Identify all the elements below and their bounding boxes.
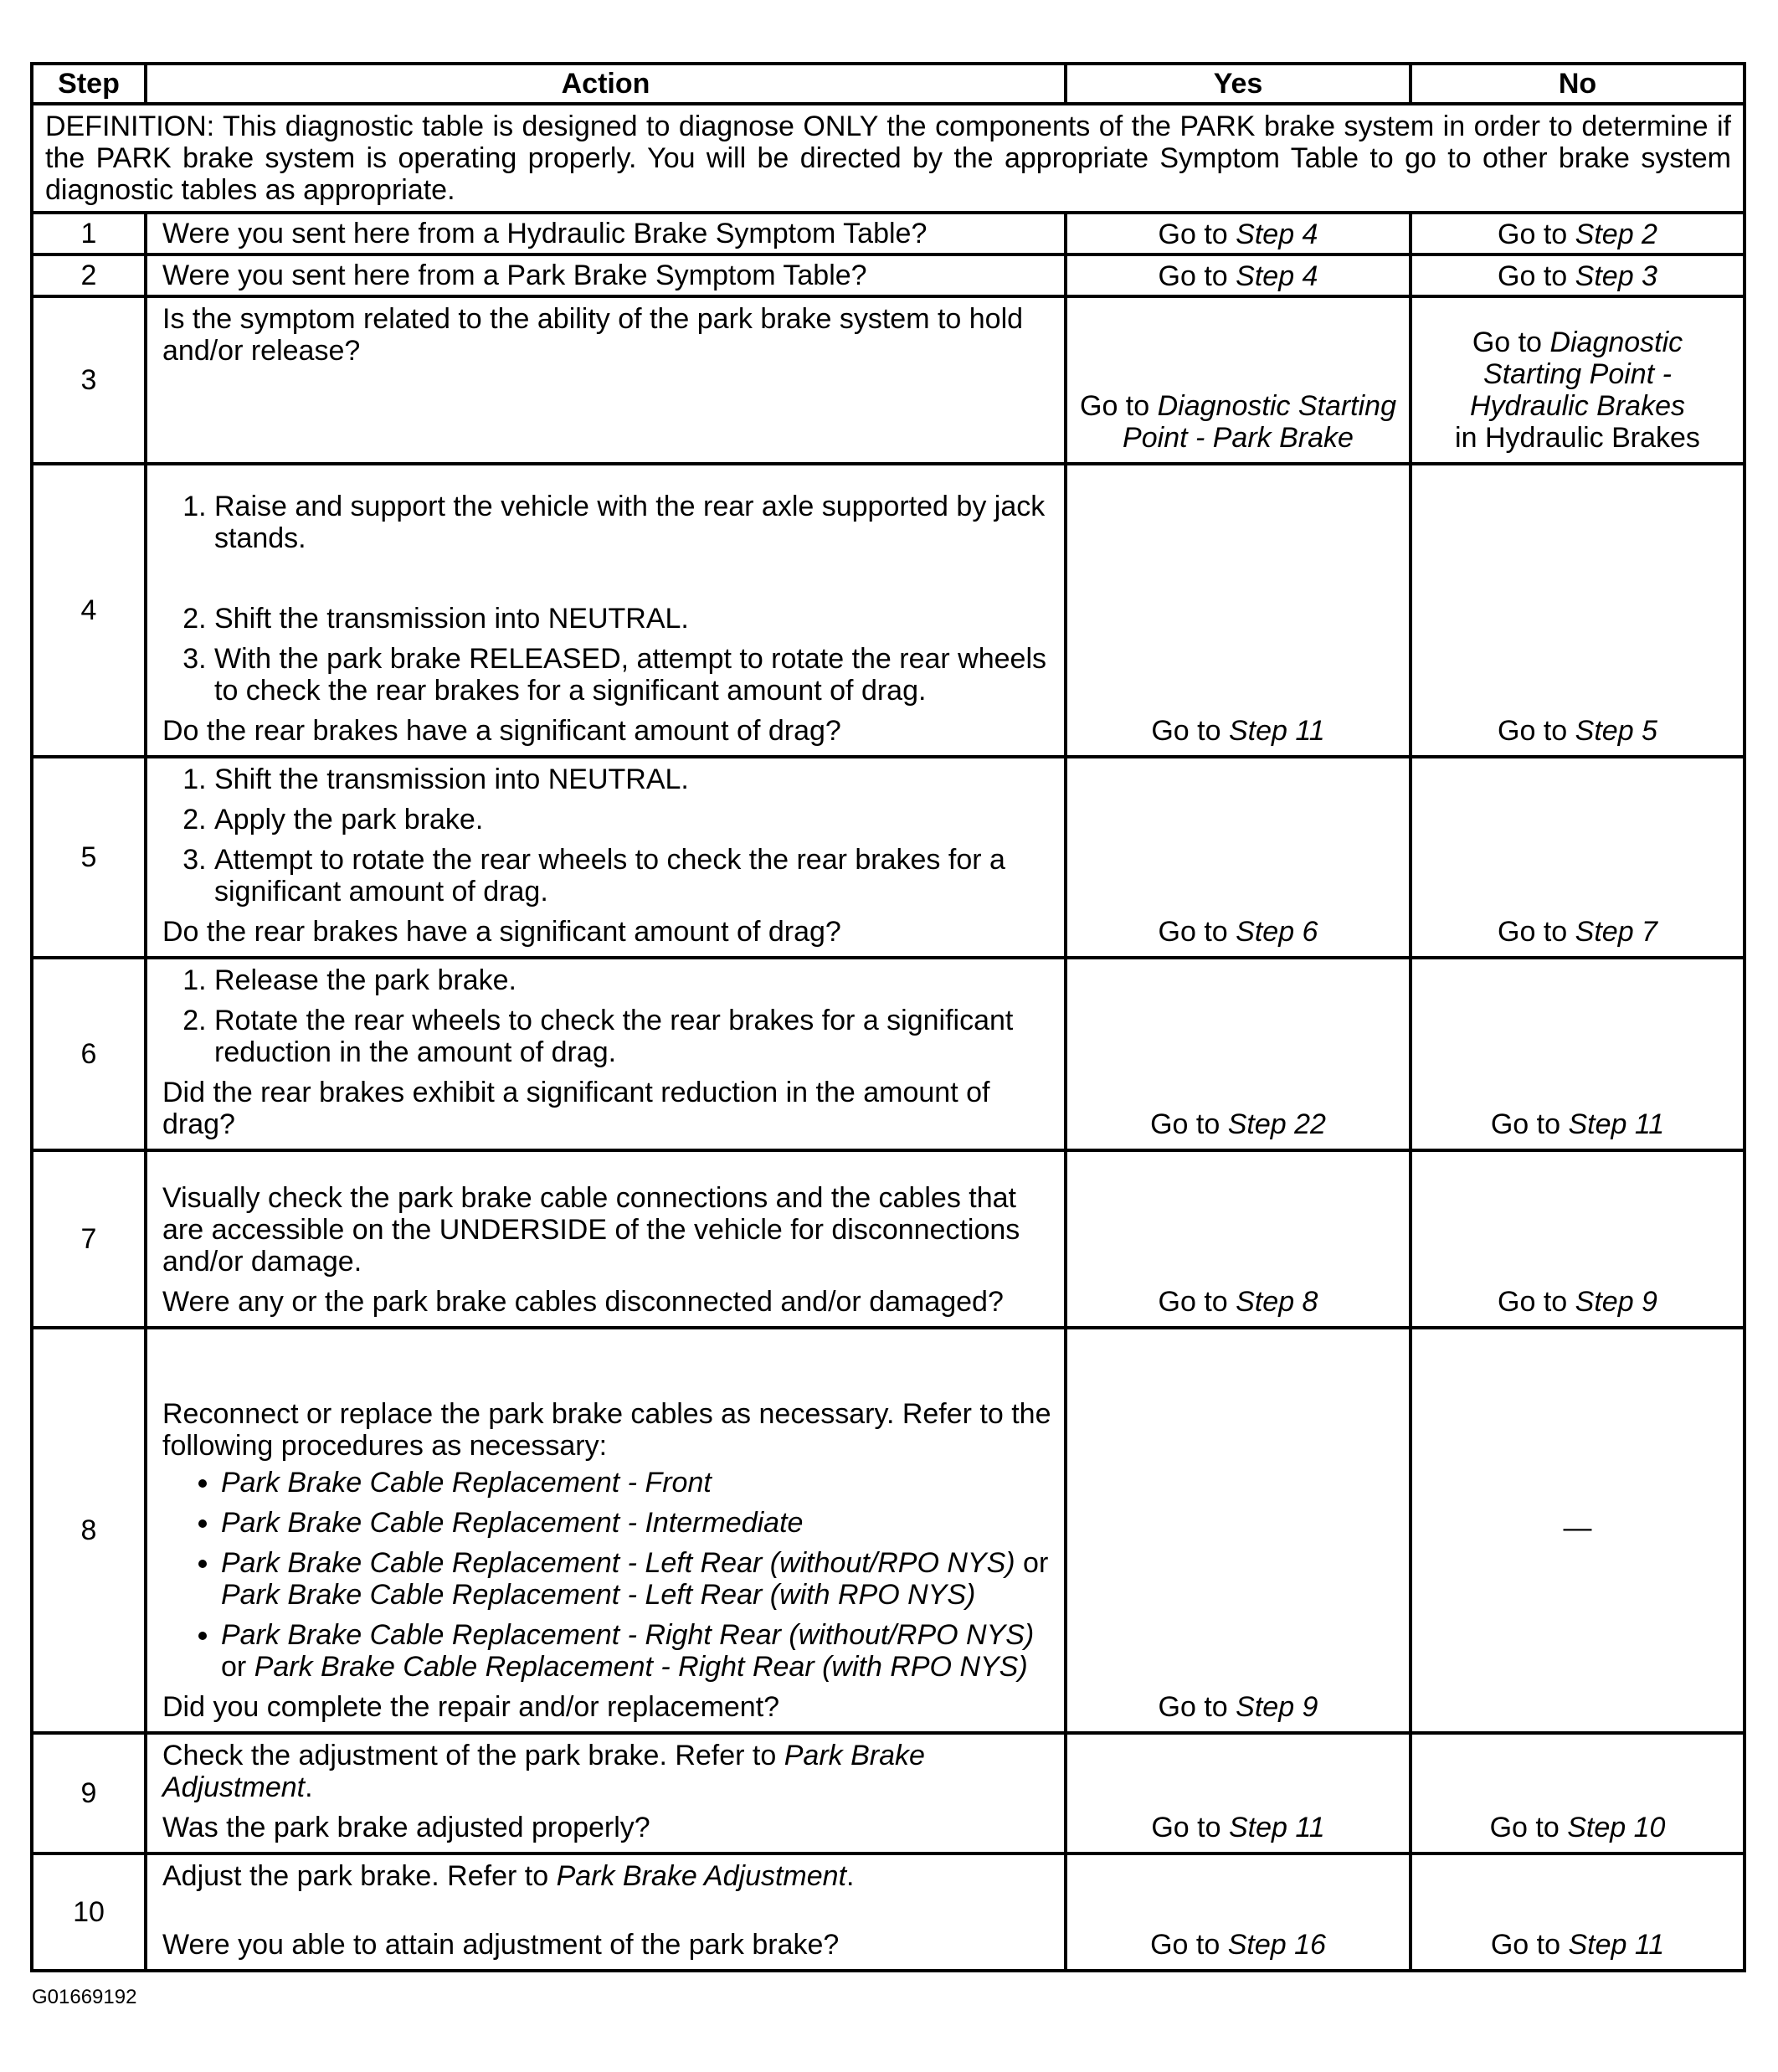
yes-target: Step 8 [1236, 1286, 1318, 1318]
yes-target: Step 6 [1236, 916, 1318, 948]
action-cell [146, 464, 1066, 757]
question-text: Was the park brake adjusted properly? [162, 1812, 650, 1843]
header-no: No [1411, 64, 1745, 104]
table-row [32, 464, 1745, 757]
no-target: Step 2 [1575, 219, 1657, 250]
step-number: 4 [32, 464, 146, 757]
yes-cell [1066, 464, 1411, 757]
question-text: Were any or the park brake cables disconnected and/or damaged? [162, 1286, 1004, 1318]
go-to-label: Go to [1158, 260, 1228, 292]
question-text: Is the symptom related to the ability of the park brake system to hold and/or release? [162, 303, 1024, 367]
yes-target: Step 11 [1228, 715, 1325, 747]
instruction-list [162, 491, 1052, 707]
go-to-label: Go to [1080, 390, 1150, 422]
header-row [32, 64, 1745, 104]
procedure-link[interactable]: Park Brake Adjustment [162, 1740, 925, 1803]
go-to-label: Go to [1150, 1929, 1220, 1961]
go-to-label: Go to [1498, 1286, 1568, 1318]
or-text: or [1015, 1547, 1049, 1579]
question-text: Did you complete the repair and/or replacement? [162, 1691, 780, 1723]
instruction-list [162, 764, 1052, 907]
action-cell [146, 1328, 1066, 1733]
yes-target: Step 4 [1236, 219, 1318, 250]
action-cell [146, 1733, 1066, 1853]
diagnostic-table [30, 62, 1746, 1972]
question-text: Do the rear brakes have a significant amount of drag? [162, 715, 841, 747]
procedure-link[interactable]: • Park Brake Cable Replacement - Intermediate [221, 1507, 1052, 1539]
table-row [32, 1150, 1745, 1328]
table-row [32, 958, 1745, 1150]
list-item: 2. Rotate the rear wheels to check the rear brakes for a significant reduction in the amount of drag. [214, 1005, 1052, 1068]
action-cell [146, 296, 1066, 464]
procedure-link[interactable]: Park Brake Cable Replacement - Left Rear (without/RPO NYS) [221, 1547, 1015, 1579]
list-item: 1. Release the park brake. [214, 964, 1052, 996]
no-target: Step 11 [1568, 1108, 1665, 1140]
yes-cell [1066, 255, 1411, 296]
yes-cell [1066, 213, 1411, 255]
action-cell [146, 1853, 1066, 1971]
step-number: 9 [32, 1733, 146, 1853]
no-cell [1411, 958, 1745, 1150]
action-cell [146, 958, 1066, 1150]
no-suffix: in Hydraulic Brakes [1455, 422, 1700, 454]
go-to-label: Go to [1472, 326, 1542, 358]
intro-text: Visually check the park brake cable connections and the cables that are accessible on the UNDERSIDE of the vehicle for disconnections and/or damage. [162, 1182, 1020, 1278]
table-row [32, 1853, 1745, 1971]
step-number: 2 [32, 255, 146, 296]
go-to-label: Go to [1498, 260, 1568, 292]
yes-target: Step 9 [1236, 1691, 1318, 1723]
step-number: 5 [32, 757, 146, 958]
go-to-label: Go to [1158, 219, 1228, 250]
definition-row [32, 104, 1745, 213]
no-cell [1411, 1853, 1745, 1971]
go-to-label: Go to [1158, 1286, 1228, 1318]
go-to-label: Go to [1498, 916, 1568, 948]
no-cell [1411, 213, 1745, 255]
no-target: Step 11 [1568, 1929, 1665, 1961]
yes-target: Step 11 [1228, 1812, 1325, 1843]
header-action: Action [146, 64, 1066, 104]
list-item: 1. Raise and support the vehicle with the rear axle supported by jack stands. [214, 491, 1052, 594]
no-cell [1411, 464, 1745, 757]
no-target: Step 10 [1567, 1812, 1666, 1843]
figure-id: G01669192 [32, 1986, 137, 2008]
go-to-label: Go to [1498, 715, 1568, 747]
table-row [32, 1733, 1745, 1853]
list-item [221, 1547, 1052, 1611]
step-number: 10 [32, 1853, 146, 1971]
go-to-label: Go to [1490, 1929, 1561, 1961]
go-to-label: Go to [1158, 1691, 1228, 1723]
instruction-list [162, 964, 1052, 1068]
header-step: Step [32, 64, 146, 104]
no-target: Step 9 [1575, 1286, 1657, 1318]
procedure-link[interactable]: Park Brake Cable Replacement - Right Rear (without/RPO NYS) [221, 1619, 1035, 1651]
yes-cell [1066, 1853, 1411, 1971]
yes-cell [1066, 1328, 1411, 1733]
yes-target: Diagnostic Starting Point - Park Brake [1123, 390, 1396, 454]
action-cell [146, 213, 1066, 255]
table-row [32, 1328, 1745, 1733]
no-cell [1411, 757, 1745, 958]
list-item: 1. Shift the transmission into NEUTRAL. [214, 764, 1052, 795]
list-item: 2. Shift the transmission into NEUTRAL. [214, 603, 1052, 635]
list-item: 3. With the park brake RELEASED, attempt to rotate the rear wheels to check the rear brakes for a significant amount of drag. [214, 643, 1052, 707]
no-target: Step 5 [1575, 715, 1657, 747]
question-text: Were you able to attain adjustment of the park brake? [162, 1929, 840, 1961]
definition-text: DEFINITION: This diagnostic table is designed to diagnose ONLY the components of the PARK brake system in order to determine if the PARK brake system is operating properly. You will be directed by the appropriate Symptom Table to go to other brake system diagnostic tables as appropriate. [32, 104, 1745, 213]
yes-cell [1066, 296, 1411, 464]
go-to-label: Go to [1150, 1108, 1220, 1140]
procedure-list [162, 1467, 1052, 1683]
go-to-label: Go to [1151, 1812, 1221, 1843]
procedure-link[interactable]: Park Brake Adjustment [556, 1860, 847, 1892]
no-cell [1411, 255, 1745, 296]
no-cell [1411, 1733, 1745, 1853]
list-item: 3. Attempt to rotate the rear wheels to check the rear brakes for a significant amount of drag. [214, 844, 1052, 907]
table-row [32, 296, 1745, 464]
yes-cell [1066, 757, 1411, 958]
yes-target: Step 4 [1236, 260, 1318, 292]
step-number: 6 [32, 958, 146, 1150]
step-number: 8 [32, 1328, 146, 1733]
intro-text: Check the adjustment of the park brake. Refer to Park Brake Adjustment. [162, 1740, 925, 1803]
no-cell [1411, 296, 1745, 464]
procedure-link[interactable]: Park Brake Cable Replacement - Right Rear (with RPO NYS) [254, 1651, 1028, 1683]
question-text: Were you sent here from a Park Brake Symptom Table? [162, 260, 867, 291]
yes-cell [1066, 1150, 1411, 1328]
yes-cell [1066, 1733, 1411, 1853]
no-dash: — [1563, 1512, 1592, 1544]
table-row [32, 757, 1745, 958]
list-item: 2. Apply the park brake. [214, 804, 1052, 835]
table-row [32, 213, 1745, 255]
go-to-label: Go to [1498, 219, 1568, 250]
yes-cell [1066, 958, 1411, 1150]
no-target: Diagnostic Starting Point - Hydraulic Brakes [1470, 326, 1685, 422]
question-text: Did the rear brakes exhibit a significant reduction in the amount of drag? [162, 1077, 990, 1140]
no-target: Step 7 [1575, 916, 1657, 948]
intro-text: Adjust the park brake. Refer to Park Brake Adjustment. [162, 1860, 855, 1892]
table-row [32, 255, 1745, 296]
action-cell [146, 255, 1066, 296]
no-cell [1411, 1328, 1745, 1733]
procedure-link[interactable]: • Park Brake Cable Replacement - Front [221, 1467, 1052, 1499]
header-yes: Yes [1066, 64, 1411, 104]
or-text: or [221, 1651, 254, 1683]
action-cell [146, 1150, 1066, 1328]
step-number: 7 [32, 1150, 146, 1328]
go-to-label: Go to [1158, 916, 1228, 948]
no-cell [1411, 1150, 1745, 1328]
list-item [221, 1619, 1052, 1683]
go-to-label: Go to [1489, 1812, 1560, 1843]
intro-text: Reconnect or replace the park brake cables as necessary. Refer to the following procedures as necessary: [162, 1398, 1051, 1462]
procedure-link[interactable]: Park Brake Cable Replacement - Left Rear (with RPO NYS) [221, 1579, 976, 1611]
go-to-label: Go to [1151, 715, 1221, 747]
step-number: 3 [32, 296, 146, 464]
action-cell [146, 757, 1066, 958]
step-number: 1 [32, 213, 146, 255]
yes-target: Step 16 [1227, 1929, 1326, 1961]
yes-target: Step 22 [1227, 1108, 1326, 1140]
question-text: Were you sent here from a Hydraulic Brake Symptom Table? [162, 218, 928, 249]
go-to-label: Go to [1490, 1108, 1561, 1140]
no-target: Step 3 [1575, 260, 1657, 292]
question-text: Do the rear brakes have a significant amount of drag? [162, 916, 841, 948]
